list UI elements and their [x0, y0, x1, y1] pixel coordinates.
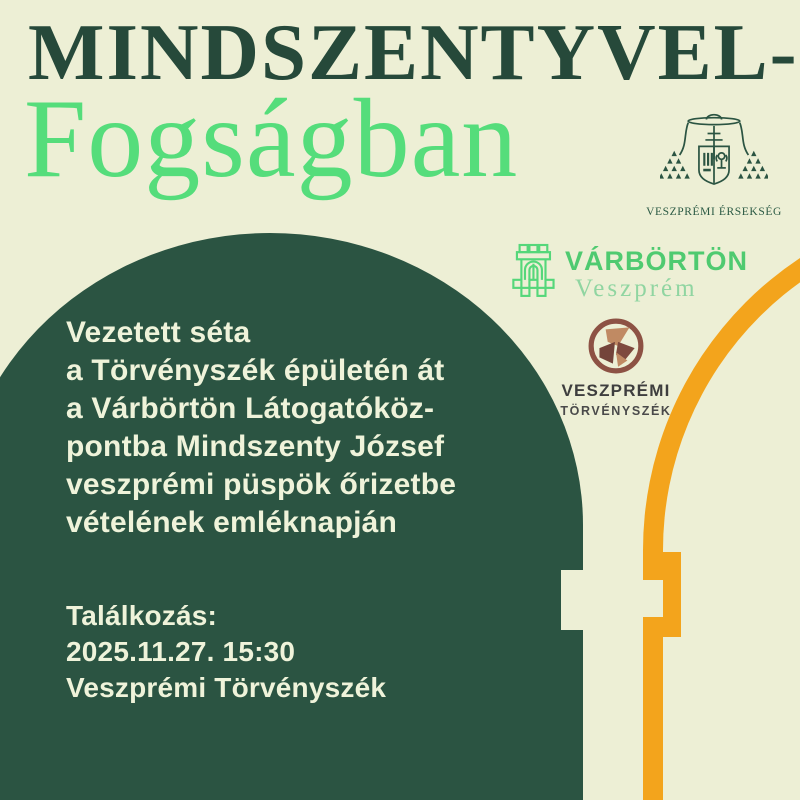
court-emblem-icon: [586, 317, 646, 375]
meeting-label: Találkozás:: [66, 600, 218, 631]
description-line: pontba Mindszenty József: [66, 430, 445, 463]
ersekseg-logo-label: VESZPRÉMI ÉRSEKSÉG: [646, 206, 782, 218]
torvenyszek-logo-title: VESZPRÉMI: [561, 381, 671, 400]
torvenyszek-logo-subtitle: TÖRVÉNYSZÉK: [560, 404, 672, 418]
varborton-logo: [565, 246, 748, 303]
poster-subtitle: Fogságban: [24, 77, 519, 201]
poster-title: MINDSZENTYVEL-: [28, 7, 799, 97]
green-arch-door-notch: [561, 570, 584, 630]
meeting-info: [66, 598, 386, 706]
description-line: vételének emléknapján: [66, 506, 398, 539]
description-line: a Törvényszék épületén át: [66, 354, 445, 387]
description-line: a Várbörtön Látogatóköz-: [66, 392, 435, 425]
event-description: [66, 314, 456, 542]
description-line: Vezetett séta: [66, 316, 251, 349]
description-line: veszprémi püspök őrizetbe: [66, 468, 457, 501]
meeting-datetime: 2025.11.27. 15:30: [66, 636, 296, 667]
varborton-logo-subtitle: Veszprém: [575, 275, 698, 302]
orange-arch-tab: [663, 552, 681, 637]
meeting-location: Veszprémi Törvényszék: [66, 672, 387, 703]
castle-icon: [508, 238, 558, 302]
ersekseg-logo: [638, 112, 790, 218]
varborton-logo-title: VÁRBÖRTÖN: [565, 246, 748, 276]
torvenyszek-logo: [536, 381, 696, 418]
orange-arch-notch: [643, 580, 663, 617]
bishop-crest-icon: [660, 112, 768, 198]
